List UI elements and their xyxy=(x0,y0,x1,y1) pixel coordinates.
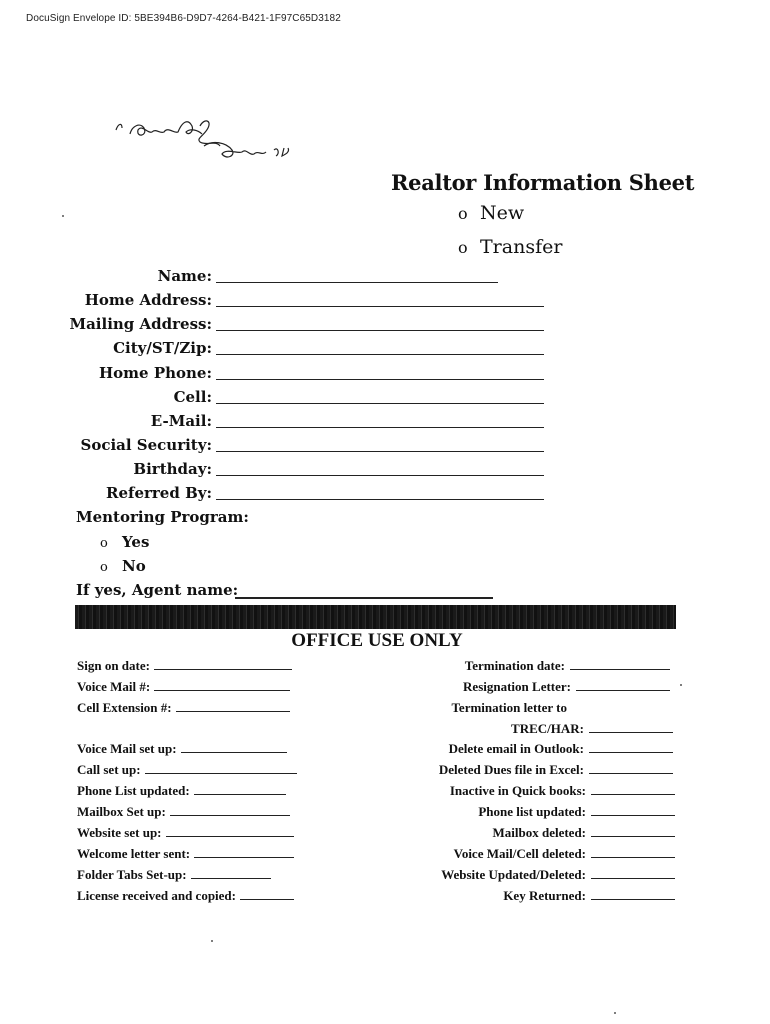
office-heading-text: OFFICE USE ONLY xyxy=(291,630,463,651)
fill-line[interactable] xyxy=(591,805,675,816)
office-field-key-returned[interactable] xyxy=(503,888,675,904)
office-field-mailbox-deleted[interactable] xyxy=(492,825,675,841)
office-field-resignation-letter[interactable] xyxy=(463,679,670,695)
field-label: Cell: xyxy=(173,388,212,406)
office-label: Termination date: xyxy=(464,658,565,673)
scan-speck xyxy=(211,940,213,942)
office-label: Website Updated/Deleted: xyxy=(441,867,586,882)
fill-line[interactable] xyxy=(216,427,544,428)
option-new[interactable] xyxy=(458,202,524,224)
form-title: Realtor Information Sheet xyxy=(391,170,695,195)
office-field-website-setup[interactable] xyxy=(77,825,294,841)
fill-line[interactable] xyxy=(194,784,286,795)
field-birthday[interactable] xyxy=(0,460,560,482)
scan-speck xyxy=(680,684,682,686)
fill-line[interactable] xyxy=(591,784,675,795)
fill-line[interactable] xyxy=(216,330,544,331)
office-field-voicemail-cell-deleted[interactable] xyxy=(454,846,675,862)
field-city-st-zip[interactable] xyxy=(0,339,560,361)
fill-line[interactable] xyxy=(216,403,544,404)
fill-line[interactable] xyxy=(181,742,287,753)
fill-line[interactable] xyxy=(216,306,544,307)
fill-line[interactable] xyxy=(589,722,673,733)
fill-line[interactable] xyxy=(216,354,544,355)
fill-line[interactable] xyxy=(154,680,290,691)
fill-line[interactable] xyxy=(191,868,271,879)
fill-line[interactable] xyxy=(591,826,675,837)
office-field-voice-mail-setup[interactable] xyxy=(77,741,287,757)
office-label: Termination letter to xyxy=(451,700,567,715)
scan-speck xyxy=(614,1012,616,1014)
fill-line[interactable] xyxy=(589,742,673,753)
signature xyxy=(108,112,298,172)
office-label: Mailbox Set up: xyxy=(77,804,166,819)
office-label: TREC/HAR: xyxy=(511,721,584,736)
office-label: Delete email in Outlook: xyxy=(448,741,584,756)
field-label: Home Address: xyxy=(84,291,212,309)
option-transfer[interactable] xyxy=(458,236,562,258)
fill-line[interactable] xyxy=(216,379,544,380)
fill-line[interactable] xyxy=(170,805,290,816)
fill-line[interactable] xyxy=(216,499,544,500)
field-label: Mailing Address: xyxy=(69,315,212,333)
agent-name-line[interactable] xyxy=(235,597,493,599)
field-label: E-Mail: xyxy=(150,412,212,430)
mentoring-label: Mentoring Program: xyxy=(76,508,249,526)
field-label: City/ST/Zip: xyxy=(113,339,212,357)
fill-line[interactable] xyxy=(591,847,675,858)
field-referred-by[interactable] xyxy=(0,484,560,506)
fill-line[interactable] xyxy=(570,659,670,670)
office-use-heading xyxy=(0,630,770,652)
field-label: Social Security: xyxy=(80,436,212,454)
fill-line[interactable] xyxy=(216,282,498,283)
office-label: Resignation Letter: xyxy=(463,679,571,694)
field-label: Name: xyxy=(157,267,212,285)
option-label: No xyxy=(122,557,146,575)
office-label: Mailbox deleted: xyxy=(492,825,586,840)
office-label: Voice Mail #: xyxy=(77,679,151,694)
radio-bullet: o xyxy=(458,204,468,223)
field-label: Home Phone: xyxy=(99,364,212,382)
office-field-trec-har[interactable] xyxy=(511,721,673,737)
field-label: Birthday: xyxy=(133,460,212,478)
office-label: Voice Mail/Cell deleted: xyxy=(453,846,586,861)
field-mailing-address[interactable] xyxy=(0,315,560,337)
field-name[interactable] xyxy=(0,267,560,289)
field-cell[interactable] xyxy=(0,388,560,410)
office-label: Call set up: xyxy=(77,762,141,777)
field-email[interactable] xyxy=(0,412,560,434)
office-field-termination-date[interactable] xyxy=(465,658,670,674)
office-field-cell-extension[interactable] xyxy=(77,700,290,716)
fill-line[interactable] xyxy=(589,763,673,774)
radio-bullet: o xyxy=(100,560,108,575)
office-label: Inactive in Quick books: xyxy=(449,783,586,798)
radio-bullet: o xyxy=(100,536,108,551)
office-field-phone-list-updated[interactable] xyxy=(478,804,675,820)
office-field-delete-email[interactable] xyxy=(449,741,673,757)
agent-name-label: If yes, Agent name: xyxy=(76,581,239,599)
office-label: Deleted Dues file in Excel: xyxy=(438,762,584,777)
office-field-termination-letter xyxy=(451,700,567,716)
field-home-phone[interactable] xyxy=(0,364,560,386)
office-label: Key Returned: xyxy=(503,888,586,903)
fill-line[interactable] xyxy=(166,826,294,837)
office-field-license[interactable] xyxy=(77,888,294,904)
office-field-inactive-quickbooks[interactable] xyxy=(450,783,675,799)
office-label: Voice Mail set up: xyxy=(77,741,177,756)
field-home-address[interactable] xyxy=(0,291,560,313)
office-field-folder-tabs[interactable] xyxy=(77,867,271,883)
mentoring-option-no[interactable] xyxy=(100,557,146,575)
fill-line[interactable] xyxy=(591,889,675,900)
office-label: Welcome letter sent: xyxy=(77,846,191,861)
fill-line[interactable] xyxy=(216,475,544,476)
office-field-phone-list[interactable] xyxy=(77,783,286,799)
option-label: Yes xyxy=(122,533,150,551)
fill-line[interactable] xyxy=(576,680,670,691)
envelope-id: DocuSign Envelope ID: 5BE394B6-D9D7-4264-B421-1F97C65D3182 xyxy=(26,13,341,24)
field-label: Referred By: xyxy=(106,484,212,502)
office-label: Folder Tabs Set-up: xyxy=(77,867,187,882)
office-field-voice-mail[interactable] xyxy=(77,679,290,695)
office-label: Phone List updated: xyxy=(77,783,190,798)
fill-line[interactable] xyxy=(240,889,294,900)
fill-line[interactable] xyxy=(145,763,297,774)
fill-line[interactable] xyxy=(176,701,290,712)
fill-line[interactable] xyxy=(216,451,544,452)
office-field-deleted-dues[interactable] xyxy=(439,762,673,778)
office-label: License received and copied: xyxy=(77,888,236,903)
office-field-mailbox-setup[interactable] xyxy=(77,804,290,820)
office-label: Sign on date: xyxy=(77,658,150,673)
office-label: Phone list updated: xyxy=(478,804,586,819)
office-field-welcome-letter[interactable] xyxy=(77,846,294,862)
scan-speck xyxy=(62,215,64,217)
office-field-website-updated[interactable] xyxy=(441,867,675,883)
fill-line[interactable] xyxy=(194,847,294,858)
divider-bar xyxy=(75,605,676,629)
office-label: Website set up: xyxy=(77,825,162,840)
option-label: New xyxy=(480,202,525,224)
option-label: Transfer xyxy=(480,236,563,258)
mentoring-option-yes[interactable] xyxy=(100,533,149,551)
fill-line[interactable] xyxy=(591,868,675,879)
office-field-call-setup[interactable] xyxy=(77,762,297,778)
fill-line[interactable] xyxy=(154,659,292,670)
office-label: Cell Extension #: xyxy=(77,700,172,715)
field-social-security[interactable] xyxy=(0,436,560,458)
radio-bullet: o xyxy=(458,238,468,257)
office-field-sign-on-date[interactable] xyxy=(77,658,292,674)
